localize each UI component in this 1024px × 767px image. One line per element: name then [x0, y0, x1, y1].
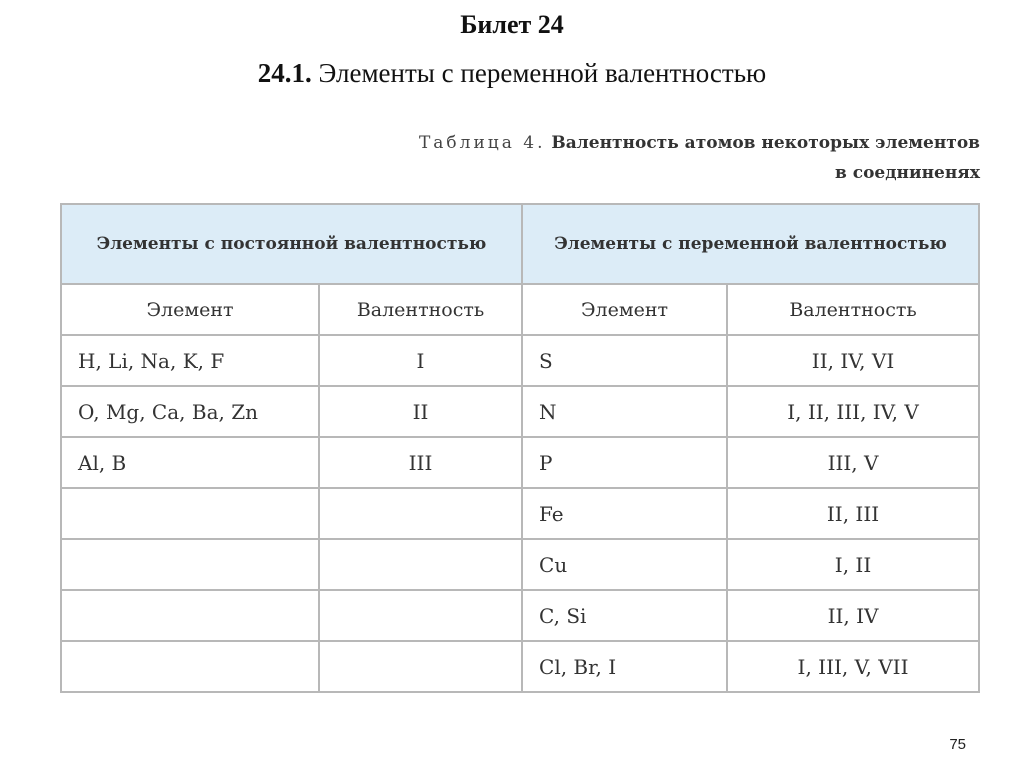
table-row [61, 386, 979, 437]
constant-element-cell: O, Mg, Ca, Ba, Zn [61, 386, 319, 437]
table-row [61, 488, 979, 539]
constant-valence-cell [319, 539, 522, 590]
table-caption-label: Таблица 4. [418, 133, 546, 153]
table-row [61, 590, 979, 641]
variable-element-cell: P [522, 437, 727, 488]
constant-valence-cell [319, 488, 522, 539]
table-caption-title-line2: в соедниненях [834, 163, 980, 183]
column-header-valence: Валентность [319, 284, 522, 335]
constant-element-cell [61, 488, 319, 539]
variable-element-cell: C, Si [522, 590, 727, 641]
group-header-row [61, 204, 979, 284]
variable-element-cell: N [522, 386, 727, 437]
constant-valence-cell [319, 590, 522, 641]
table-caption-title-line1: Валентность атомов некоторых элементов [551, 133, 980, 153]
variable-valence-cell: II, IV, VI [727, 335, 979, 386]
column-header-valence: Валентность [727, 284, 979, 335]
constant-element-cell [61, 641, 319, 692]
table-row [61, 437, 979, 488]
constant-valence-cell: I [319, 335, 522, 386]
variable-element-cell: Cu [522, 539, 727, 590]
constant-element-cell [61, 539, 319, 590]
column-header-element: Элемент [61, 284, 319, 335]
variable-valence-cell: I, III, V, VII [727, 641, 979, 692]
section-title-text: Элементы с переменной валентностью [318, 58, 767, 88]
constant-element-cell [61, 590, 319, 641]
ticket-title: Билет 24 [460, 10, 564, 39]
table-row [61, 641, 979, 692]
variable-valence-cell: I, II [727, 539, 979, 590]
group-header-variable: Элементы с переменной валентностью [522, 204, 979, 284]
column-header-row [61, 284, 979, 335]
table-row [61, 539, 979, 590]
variable-valence-cell: I, II, III, IV, V [727, 386, 979, 437]
constant-valence-cell: III [319, 437, 522, 488]
table-caption [419, 128, 980, 188]
constant-element-cell: Al, B [61, 437, 319, 488]
table-row [61, 335, 979, 386]
section-number: 24.1. [257, 58, 312, 88]
variable-valence-cell: II, IV [727, 590, 979, 641]
page-number: 75 [949, 736, 966, 753]
section-title [0, 58, 1024, 89]
variable-element-cell: S [522, 335, 727, 386]
variable-valence-cell: III, V [727, 437, 979, 488]
constant-valence-cell: II [319, 386, 522, 437]
variable-element-cell: Cl, Br, I [522, 641, 727, 692]
constant-element-cell: H, Li, Na, K, F [61, 335, 319, 386]
constant-valence-cell [319, 641, 522, 692]
column-header-element: Элемент [522, 284, 727, 335]
variable-valence-cell: II, III [727, 488, 979, 539]
group-header-constant: Элементы с постоянной валентностью [61, 204, 522, 284]
valence-table [60, 203, 980, 693]
variable-element-cell: Fe [522, 488, 727, 539]
